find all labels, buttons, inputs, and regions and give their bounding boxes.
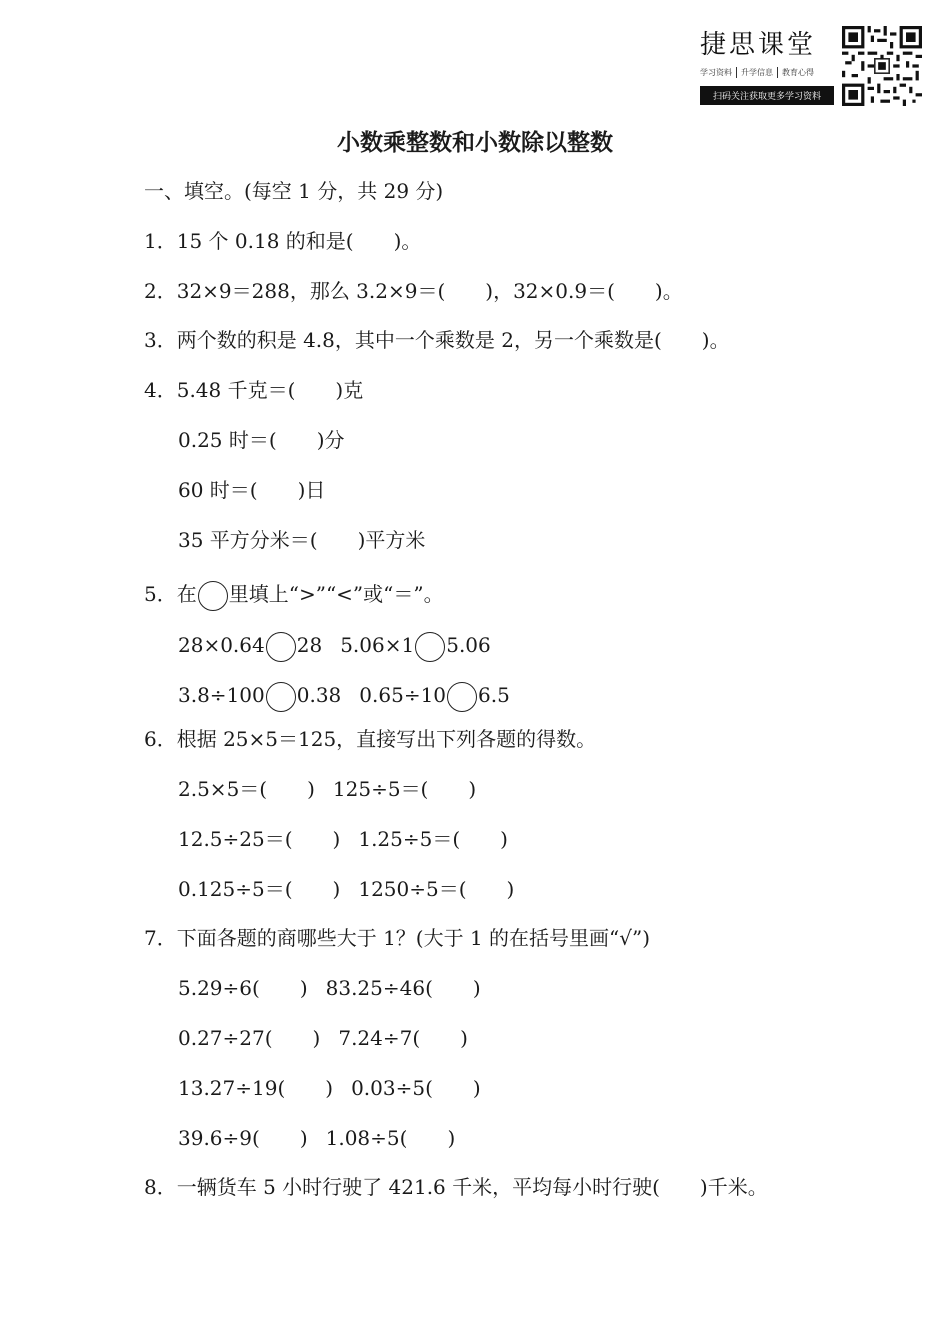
compare-circle [198, 581, 228, 611]
calc-item: 12.5÷25＝( ) [178, 827, 341, 851]
quotient-item: 0.03÷5( ) [351, 1076, 481, 1100]
question-7-row [178, 1025, 468, 1051]
qr-code-icon [842, 26, 922, 106]
question-6-row [178, 776, 476, 802]
quotient-item: 0.27÷27( ) [178, 1026, 321, 1050]
question-3: 3．两个数的积是 4.8，其中一个乘数是 2，另一个乘数是( )。 [144, 328, 730, 352]
compare-right: 0.38 [296, 683, 342, 707]
calc-item: 2.5×5＝( ) [178, 777, 315, 801]
quotient-item: 5.29÷6( ) [178, 976, 308, 1000]
compare-circle[interactable] [266, 682, 296, 712]
brand-tag: 升学信息 [736, 67, 777, 78]
question-7-row [178, 975, 481, 1001]
question-4-item: 35 平方分米＝( )平方米 [178, 528, 426, 552]
question-5-row [178, 632, 491, 662]
question-4-item: 60 时＝( )日 [178, 478, 326, 502]
compare-left: 3.8÷100 [178, 683, 265, 707]
question-5 [144, 581, 444, 611]
calc-item: 125÷5＝( ) [332, 777, 477, 801]
question-4-item: 0.25 时＝( )分 [178, 428, 345, 452]
compare-right: 5.06 [446, 633, 491, 657]
question-4: 4．5.48 千克＝( )克 [144, 378, 364, 402]
section-heading: 一、填空。(每空 1 分，共 29 分) [144, 179, 444, 203]
brand-tag: 教育心得 [777, 67, 818, 78]
compare-left: 5.06×1 [340, 633, 415, 657]
question-5-intro-pre: 5．在 [144, 582, 197, 606]
brand-name: 捷思课堂 [700, 30, 817, 60]
quotient-item: 83.25÷46( ) [325, 976, 481, 1000]
brand-tags [700, 67, 830, 78]
brand-banner: 扫码关注获取更多学习资料 [700, 86, 834, 105]
quotient-item: 13.27÷19( ) [178, 1076, 334, 1100]
quotient-item: 39.6÷9( ) [178, 1126, 308, 1150]
compare-circle[interactable] [447, 682, 477, 712]
brand-tag: 学习资料 [700, 68, 732, 77]
question-6-row [178, 876, 514, 902]
quotient-item: 1.08÷5( ) [325, 1126, 456, 1150]
compare-circle[interactable] [415, 632, 445, 662]
question-5-intro-post: 里填上“>”“<”或“＝”。 [228, 582, 444, 606]
question-7-row [178, 1125, 455, 1151]
question-7-row [178, 1075, 481, 1101]
compare-left: 0.65÷10 [359, 683, 447, 707]
question-1: 1．15 个 0.18 的和是( )。 [144, 229, 422, 253]
question-7: 7．下面各题的商哪些大于 1？(大于 1 的在括号里画“√”) [144, 926, 651, 950]
question-5-row [178, 682, 510, 712]
question-2: 2．32×9＝288，那么 3.2×9＝( )，32×0.9＝( )。 [144, 279, 683, 303]
calc-item: 0.125÷5＝( ) [178, 877, 341, 901]
question-8: 8．一辆货车 5 小时行驶了 421.6 千米，平均每小时行驶( )千米。 [144, 1175, 768, 1199]
compare-circle[interactable] [266, 632, 296, 662]
compare-right: 6.5 [478, 683, 510, 707]
brand-block [700, 24, 830, 105]
question-6-row [178, 826, 508, 852]
quotient-item: 7.24÷7( ) [338, 1026, 468, 1050]
calc-item: 1250÷5＝( ) [358, 877, 515, 901]
compare-left: 28×0.64 [178, 633, 265, 657]
question-6: 6．根据 25×5＝125，直接写出下列各题的得数。 [144, 727, 597, 751]
compare-right: 28 [296, 633, 323, 657]
calc-item: 1.25÷5＝( ) [358, 827, 508, 851]
page-title: 小数乘整数和小数除以整数 [337, 130, 613, 156]
